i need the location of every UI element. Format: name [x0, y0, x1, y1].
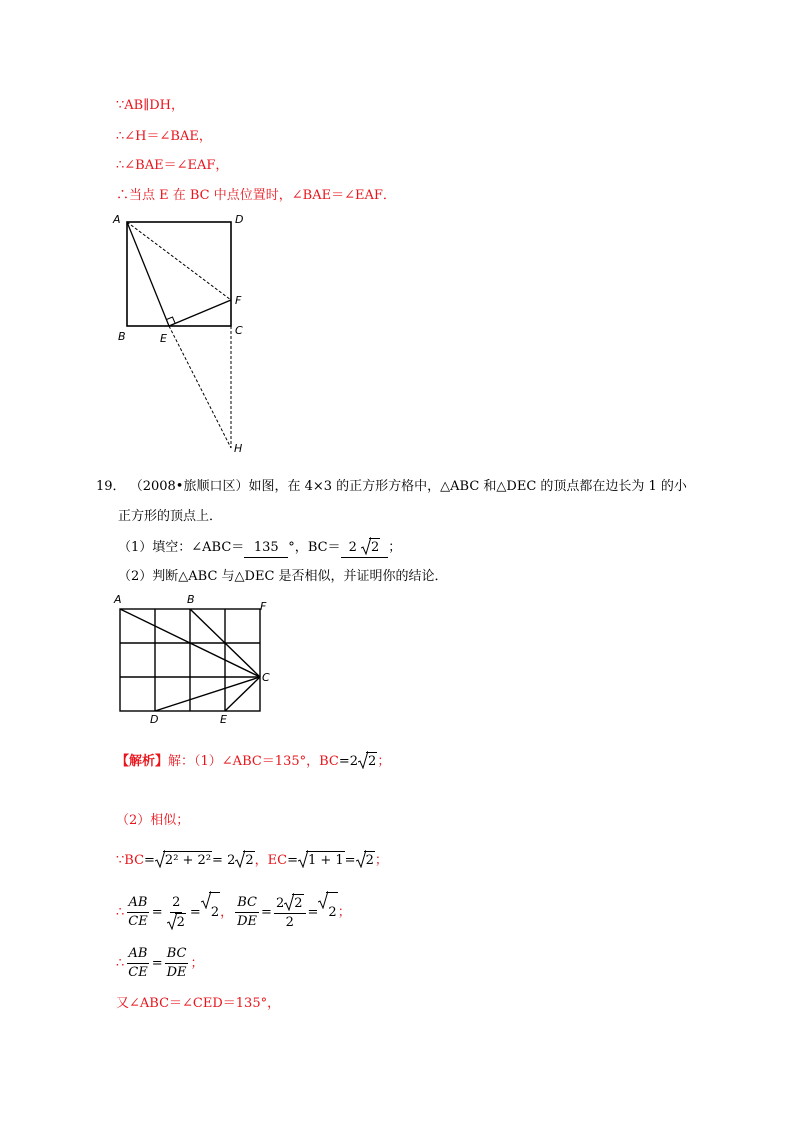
fig2-label-f: F — [260, 600, 267, 613]
solution-line-1 — [116, 752, 390, 771]
solution-line-6: 又∠ABC＝∠CED＝135°， — [116, 996, 281, 1011]
proof-line-1: ∵AB∥DH， — [116, 98, 184, 113]
sqrt-symbol — [358, 752, 377, 771]
fig2-label-a: A — [114, 593, 122, 606]
frac-num: BC — [235, 894, 259, 913]
fig1-label-d: D — [235, 213, 244, 226]
proof-line-4: ∴当点 E 在 BC 中点位置时，∠BAE＝∠EAF． — [116, 188, 396, 203]
solution-s4-radicand-2: 2 — [326, 892, 337, 933]
fig2-label-b: B — [187, 593, 195, 606]
solution-s1-end: ； — [377, 754, 391, 769]
solution-s3-ec: ，EC — [254, 853, 288, 868]
frac-den: DE — [166, 965, 187, 980]
solution-s4-radicand-1: 2 — [209, 892, 220, 933]
q19-angle-blank: 135 — [244, 539, 288, 558]
q19-p1-end: ； — [388, 540, 402, 555]
solution-s4-pre: ∴ — [116, 905, 125, 920]
sqrt-symbol — [167, 913, 186, 932]
sqrt-symbol — [284, 894, 303, 913]
fig1-label-f: F — [235, 294, 242, 307]
fig1-label-e: E — [160, 332, 167, 345]
solution-s1-eq: =2 — [338, 754, 359, 769]
q19-stem-2: 正方形的顶点上． — [118, 509, 223, 524]
q19-p1-prefix: （1）填空：∠ABC＝ — [118, 540, 245, 555]
fig2-label-c: C — [262, 671, 270, 684]
segment-dc — [155, 677, 260, 711]
q19-part-2: （2）判断△ABC 与△DEC 是否相似，并证明你的结论． — [118, 569, 448, 584]
solution-tag: 【解析】 — [116, 754, 169, 769]
fraction-ab-ce — [126, 945, 149, 982]
frac-num: BC — [165, 945, 189, 964]
fraction-bc-de — [165, 945, 189, 982]
segment-eh — [169, 326, 231, 448]
frac-den: 2 — [285, 914, 294, 930]
q19-bc-coef: 2 — [348, 540, 357, 555]
frac-den: CE — [128, 914, 148, 929]
solution-s3-eq2: = 2 — [212, 853, 236, 868]
solution-s4-end: ； — [337, 905, 351, 920]
q19-line-1 — [96, 478, 687, 496]
fig1-label-c: C — [235, 324, 243, 337]
solution-line-5 — [116, 944, 204, 984]
fraction-2-sqrt2 — [165, 894, 188, 932]
solution-s3-eq1: = — [144, 853, 155, 868]
q19-source: （2008•旅顺口区） — [129, 479, 249, 494]
solution-s3-eq3: = — [287, 853, 298, 868]
fig2-label-e: E — [220, 713, 227, 726]
frac-num — [274, 894, 306, 914]
segment-ef — [169, 300, 231, 326]
q19-p1-unit: °， — [288, 540, 308, 555]
frac-den: DE — [237, 914, 258, 929]
solution-s5-end: ； — [190, 956, 204, 971]
q19-bc-blank — [341, 538, 389, 558]
solution-s5-eq: = — [151, 956, 163, 971]
fraction-bc-de — [235, 894, 259, 931]
q19-part-1 — [118, 538, 401, 558]
q19-p1-bc: BC＝ — [307, 540, 341, 555]
figure-square-abcd — [110, 208, 260, 458]
sqrt-symbol — [155, 851, 212, 870]
frac-num: 2 — [170, 894, 182, 913]
solution-s3-eq4: = — [344, 853, 356, 868]
solution-s4-eq4: = — [307, 905, 319, 920]
frac-radicand: 2 — [294, 895, 303, 911]
solution-s3-pre: ∵BC — [116, 853, 145, 868]
proof-line-2: ∴∠H＝∠BAE， — [116, 129, 212, 144]
sqrt-symbol — [361, 538, 380, 557]
solution-line-4 — [116, 892, 351, 933]
solution-s1-radicand: 2 — [368, 754, 377, 769]
solution-s5-pre: ∴ — [116, 956, 125, 971]
q19-bc-radicand: 2 — [370, 540, 380, 555]
solution-s4-eq2: = — [189, 905, 201, 920]
sqrt-symbol — [356, 851, 375, 870]
frac-radicand: 2 — [176, 914, 185, 930]
figure-grid-4x3 — [110, 590, 280, 730]
q19-stem-1: 如图，在 4×3 的正方形方格中，△ABC 和△DEC 的顶点都在边长为 1 的小 — [248, 479, 687, 494]
solution-s4-eq3: = — [261, 905, 272, 920]
sqrt-symbol — [201, 892, 220, 933]
fig1-label-b: B — [118, 330, 126, 343]
fig1-label-h: H — [234, 442, 243, 455]
solution-line-2: （2）相似； — [116, 813, 190, 828]
solution-line-3 — [116, 851, 388, 870]
frac-coef: 2 — [275, 895, 285, 911]
solution-s3-radicand-4: 2 — [365, 853, 374, 868]
solution-s3-radicand-3: 1 + 1 — [307, 853, 344, 868]
fraction-ab-ce — [126, 894, 149, 931]
frac-den: CE — [128, 965, 148, 980]
solution-s4-eq1: = — [151, 905, 163, 920]
frac-den — [165, 913, 188, 932]
solution-s3-radicand-1: 2² + 2² — [164, 853, 212, 868]
solution-s3-radicand-2: 2 — [245, 853, 254, 868]
frac-num: AB — [127, 894, 150, 913]
q19-number: 19． — [96, 479, 126, 494]
fig1-label-a: A — [113, 213, 121, 226]
solution-s3-end: ； — [374, 853, 388, 868]
solution-s1-text: 解：（1）∠ABC＝135°，BC — [168, 754, 339, 769]
sqrt-symbol — [298, 851, 345, 870]
fig2-label-d: D — [150, 713, 159, 726]
solution-s4-sep: ， — [220, 905, 234, 920]
fraction-2sqrt2-2 — [274, 894, 306, 932]
sqrt-symbol — [235, 851, 254, 870]
frac-num: AB — [127, 945, 150, 964]
proof-line-3: ∴∠BAE＝∠EAF， — [116, 158, 229, 173]
sqrt-symbol — [318, 892, 337, 933]
